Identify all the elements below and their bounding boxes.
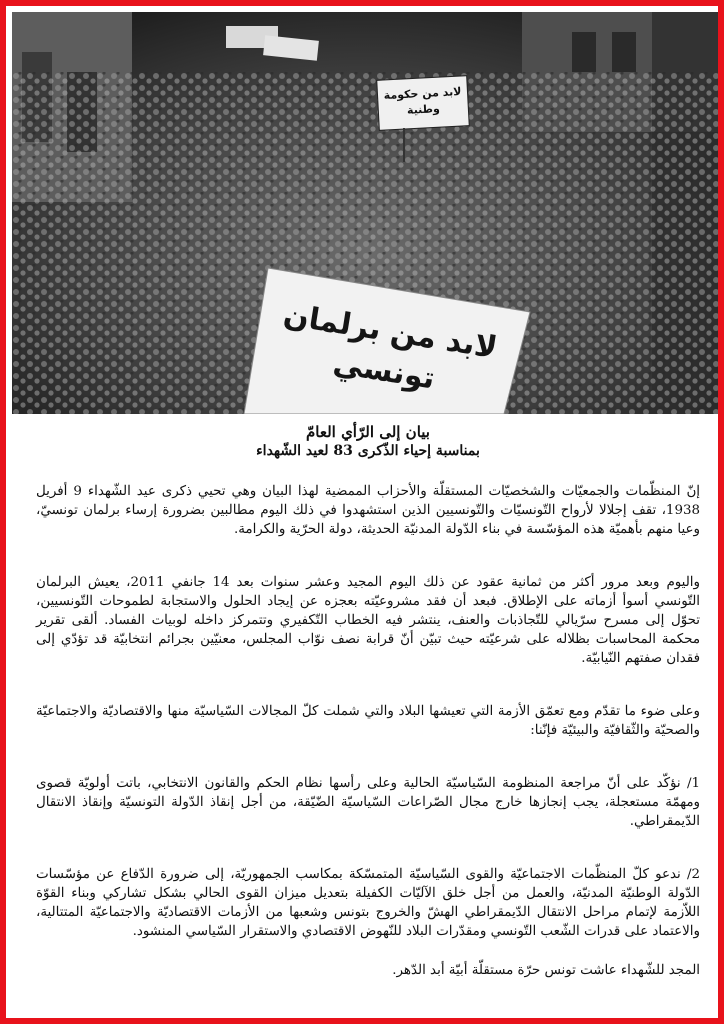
- paragraph-point-1: 1/ نؤكّد على أنّ مراجعة المنظومة السّياسيّة الحالية وعلى رأسها نظام الحكم والقانون الانتخابي، باتت أولويّة قصوى ومهمّة مستعجلة، يجب إنجازها خارج مجال الصّراعات السّياسيّة الضّيّقة، من أجل إنقاذ الدّولة التونسيّة وإنقاذ الانتقال الدّيمقراطي.: [36, 776, 700, 829]
- placard-text: لابد من حكومة وطنية: [383, 84, 462, 117]
- paragraph-point-2: 2/ ندعو كلّ المنظّمات الاجتماعيّة والقوى السّياسيّة المتمسّكة بمكاسب الجمهوريّة، إلى ضرورة الدّفاع عن مؤسّسات الدّولة الوطنيّة المدنيّة، والعمل من أجل خلق الآليّات الكفيلة بتعديل ميزان القوى الحالي بشكل تشاركي وبناء القوّة اللاّزمة لإتمام مراحل الانتقال الدّيمقراطي الهشّ والخروج بتونس وشعبها من الأزمات الاقتصاديّة والاجتماعيّة المتتالية، والاعتماد على قدرات الشّعب التّونسي ومقدّرات البلاد للنّهوض الاقتصادي والاستقرار السّياسي المنشود.: [36, 867, 700, 939]
- statement: [36, 422, 700, 1012]
- statement-subtitle: بمناسبة إحياء الذّكرى 83 لعيد الشّهداء: [256, 443, 480, 459]
- statement-title: بيان إلى الرّأي العامّ: [306, 423, 430, 441]
- protest-photo: [12, 12, 718, 414]
- closing-line: المجد للشّهداء عاشت تونس حرّة مستقلّة أبيّة أبد الدّهر.: [392, 963, 700, 978]
- paragraph-parliament-crisis: واليوم وبعد مرور أكثر من ثمانية عقود عن ذلك اليوم المجيد وعشر سنوات بعد 14 جانفي 2011، يعيش البرلمان التّونسي أسوأ أزماته على الإطلاق. فبعد أن فقد مشروعيّته بعجزه عن إيجاد الحلول والاستجابة لطموحات التّونسيين، تحوّل إلى مسرح سرّيالي للتّجاذبات والعنف، ينتشر فيه الخطاب التّكفيري وتتمركز داخله لوبيات الفساد. ألقى تقرير محكمة المحاسبات بظلاله على شرعيّته حيث تبيّن أنّ قرابة نصف نوّاب المجلس، معنيّين بجرائم انتخابيّة قد تؤدّي إلى فقدان صفتهم النّيابيّة.: [36, 575, 700, 666]
- paragraph-context: وعلى ضوء ما تقدّم ومع تعمّق الأزمة التي تعيشها البلاد والتي شملت كلّ المجالات السّياسيّة منها والاقتصاديّة والاجتماعيّة والصحيّة والثّقافيّة والبيئيّة فإنّنا:: [36, 704, 700, 738]
- banner-text: لابد من برلمان تونسي: [280, 297, 500, 397]
- paragraph-intro: إنّ المنظّمات والجمعيّات والشخصيّات المستقلّة والأحزاب الممضية لهذا البيان وهي تحيي ذكرى عيد الشّهداء 9 أفريل 1938، تقف إجلالا لأرواح التّونسيّات والتّونسيين الذين استشهدوا في ذلك اليوم مطالبين بضرورة إرساء برلمان تونسيّ، وعيا منهم بأهميّة هذه المؤسّسة في بناء الدّولة المدنيّة الحديثة، دولة الحرّية والكرامة.: [36, 484, 700, 537]
